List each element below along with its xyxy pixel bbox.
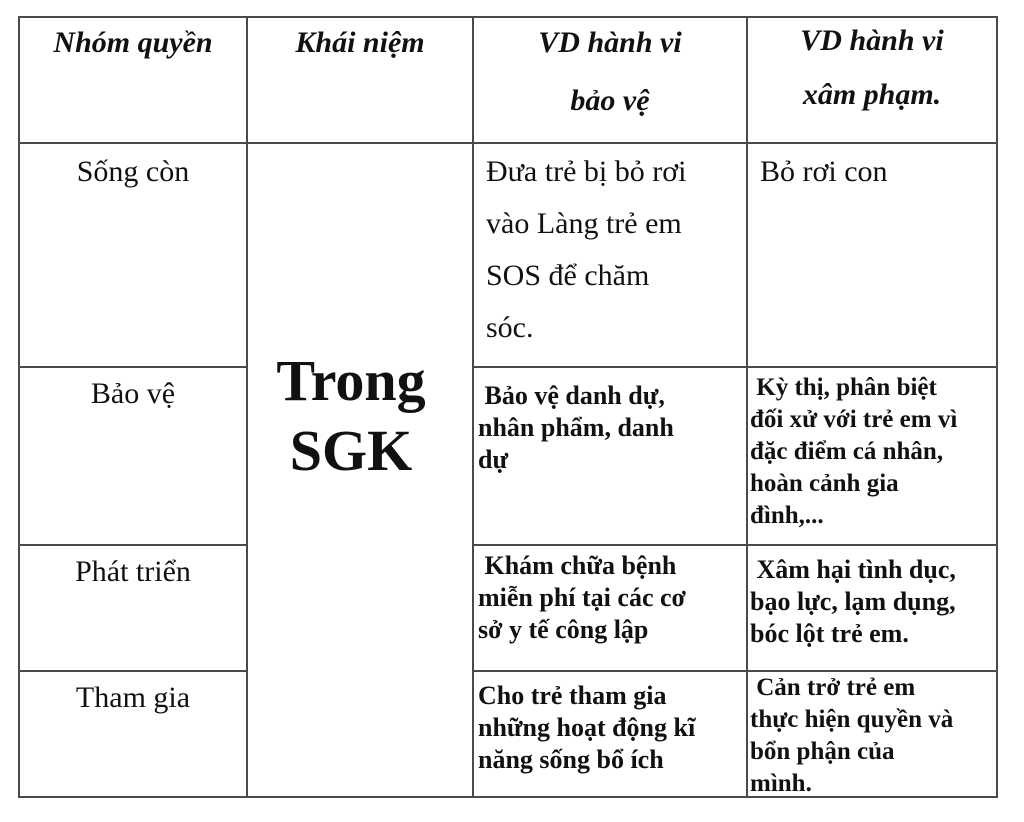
header-protect-line: VD hành vi bbox=[538, 26, 682, 59]
text-line: bổn phận của bbox=[750, 738, 895, 765]
protect-example-cell bbox=[486, 146, 744, 354]
text-line: Cản trở trẻ em bbox=[750, 674, 916, 701]
column-divider bbox=[472, 16, 474, 798]
group-label: Tham gia bbox=[75, 681, 191, 714]
protect-example-cell bbox=[478, 550, 744, 646]
header-protect bbox=[474, 14, 746, 130]
text-line: vào Làng trẻ em bbox=[486, 207, 682, 240]
group-label: Sống còn bbox=[76, 155, 190, 188]
violate-example-cell bbox=[750, 372, 996, 532]
text-line: Đưa trẻ bị bỏ rơi bbox=[486, 155, 687, 188]
text-line: SOS để chăm bbox=[486, 259, 650, 292]
violate-example-cell bbox=[750, 672, 996, 800]
text-line: hoàn cảnh gia bbox=[750, 470, 899, 497]
text-line: Xâm hại tình dục, bbox=[750, 555, 956, 584]
table-border-right bbox=[996, 16, 998, 798]
header-violate-line: VD hành vi bbox=[800, 24, 944, 57]
text-line: đối xử với trẻ em vì bbox=[750, 406, 958, 433]
header-concept bbox=[248, 14, 472, 72]
header-group bbox=[20, 14, 246, 72]
protect-example-cell bbox=[478, 680, 744, 776]
group-label: Phát triển bbox=[75, 555, 191, 588]
row-divider bbox=[472, 366, 998, 368]
text-line: sóc. bbox=[486, 311, 534, 344]
text-line: bạo lực, lạm dụng, bbox=[750, 587, 956, 616]
protect-example-cell bbox=[478, 380, 744, 476]
text-line: miễn phí tại các cơ bbox=[478, 583, 686, 612]
text-line: Cho trẻ tham gia bbox=[478, 681, 667, 710]
text-line: Kỳ thị, phân biệt bbox=[750, 374, 937, 401]
header-divider bbox=[18, 142, 998, 144]
column-divider bbox=[746, 16, 748, 798]
group-cell bbox=[20, 146, 246, 198]
text-line: sở y tế công lập bbox=[478, 615, 649, 644]
header-group-label: Nhóm quyền bbox=[53, 26, 213, 59]
text-line: dự bbox=[478, 445, 509, 474]
header-protect-line: bảo vệ bbox=[570, 84, 650, 117]
group-label: Bảo vệ bbox=[90, 377, 176, 410]
text-line: đặc điểm cá nhân, bbox=[750, 438, 944, 465]
text-line: đình,... bbox=[750, 502, 824, 529]
group-cell bbox=[20, 546, 246, 598]
text-line: bóc lột trẻ em. bbox=[750, 619, 909, 648]
text-line: năng sống bổ ích bbox=[478, 745, 664, 774]
text-line: thực hiện quyền và bbox=[750, 706, 954, 733]
header-violate-line: xâm phạm. bbox=[802, 78, 942, 111]
concept-text-line: SGK bbox=[289, 418, 413, 483]
header-violate bbox=[748, 14, 996, 122]
group-cell bbox=[20, 368, 246, 420]
text-line: Khám chữa bệnh bbox=[478, 551, 677, 580]
text-line: mình. bbox=[750, 770, 812, 797]
row-divider bbox=[472, 544, 998, 546]
header-concept-label: Khái niệm bbox=[295, 26, 425, 59]
concept-cell bbox=[248, 346, 454, 486]
text-line: nhân phẩm, danh bbox=[478, 413, 674, 442]
text-line: những hoạt động kĩ bbox=[478, 713, 696, 742]
violate-example-cell bbox=[750, 554, 996, 650]
text-line: Bỏ rơi con bbox=[760, 155, 888, 188]
concept-text-line: Trong bbox=[276, 348, 426, 413]
violate-example-cell bbox=[760, 146, 994, 198]
text-line: Bảo vệ danh dự, bbox=[478, 381, 665, 410]
group-cell bbox=[20, 672, 246, 724]
